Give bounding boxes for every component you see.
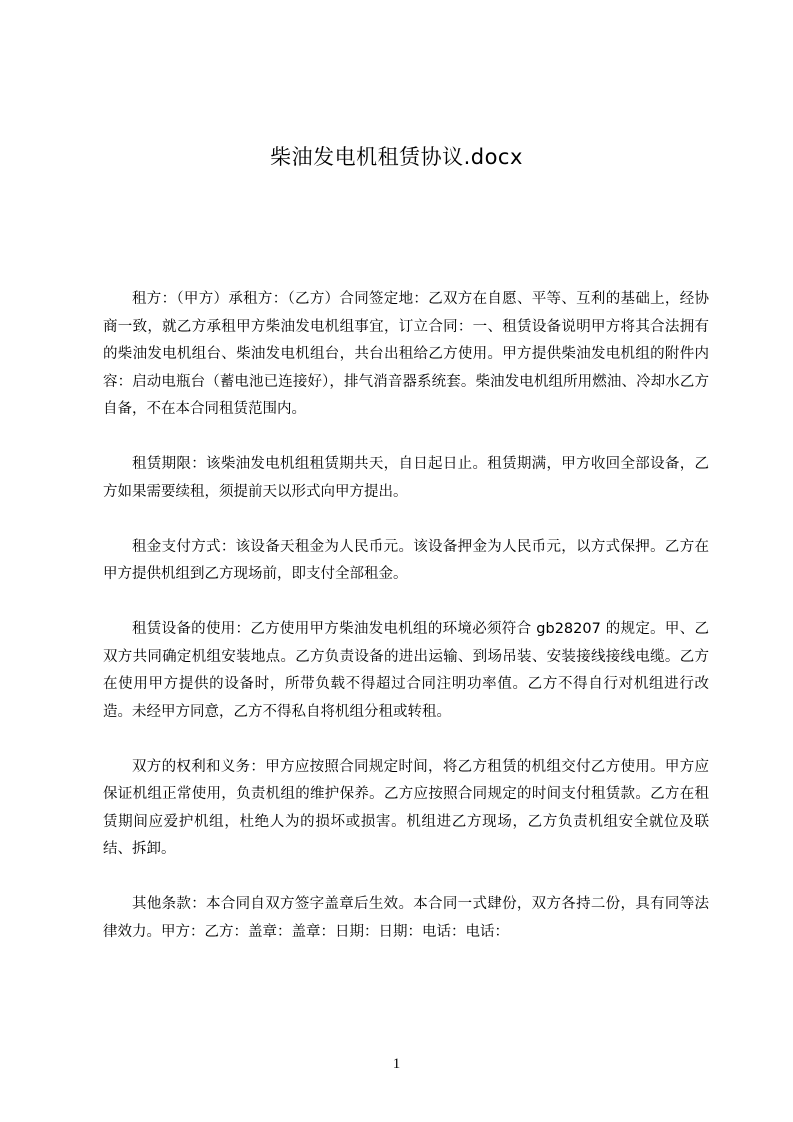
paragraph-parties: 租方：（甲方）承租方：（乙方）合同签定地：乙双方在自愿、平等、互利的基础上，经协商一致，就乙方承租甲方柴油发电机组事宜，订立合同：一、租赁设备说明甲方将其合法拥有的柴油发电机组台、柴油发电机组台，共台出租给乙方使用。甲方提供柴油发电机组的附件内容：启动电瓶台（蓄电池已连接好），排气消音器系统套。柴油发电机组所用燃油、冷却水乙方自备，不在本合同租赁范围内。 <box>103 291 709 417</box>
paragraph-rights-obligations: 双方的权利和义务：甲方应按照合同规定时间，将乙方租赁的机组交付乙方使用。甲方应保证机组正常使用，负责机组的维护保养。乙方应按照合同规定的时间支付租赁款。乙方在租赁期间应爱护机组，杜绝人为的损坏或损害。机组进乙方现场，乙方负责机组安全就位及联结、拆卸。 <box>103 758 709 857</box>
document-body <box>103 286 709 974</box>
page-number: 1 <box>392 1056 401 1072</box>
paragraph-payment: 租金支付方式：该设备天租金为人民币元。该设备押金为人民币元，以方式保押。乙方在甲方提供机组到乙方现场前，即支付全部租金。 <box>103 538 709 582</box>
document-title: 柴油发电机租赁协议.docx <box>270 145 523 169</box>
paragraph-lease-term: 租赁期限：该柴油发电机组租赁期共天，自日起日止。租赁期满，甲方收回全部设备，乙方如果需要续租，须提前天以形式向甲方提出。 <box>103 456 709 500</box>
paragraph-other-terms: 其他条款：本合同自双方签字盖章后生效。本合同一式肆份，双方各持二份，具有同等法律效力。甲方：乙方：盖章：盖章：日期：日期：电话：电话： <box>103 896 709 940</box>
paragraph-equipment-use: 租赁设备的使用：乙方使用甲方柴油发电机组的环境必须符合 gb28207 的规定。甲、乙双方共同确定机组安装地点。乙方负责设备的进出运输、到场吊装、安装接线接线电缆。乙方在使用甲方提供的设备时，所带负载不得超过合同注明功率值。乙方不得自行对机组进行改造。未经甲方同意，乙方不得私自将机组分租或转租。 <box>103 621 709 720</box>
